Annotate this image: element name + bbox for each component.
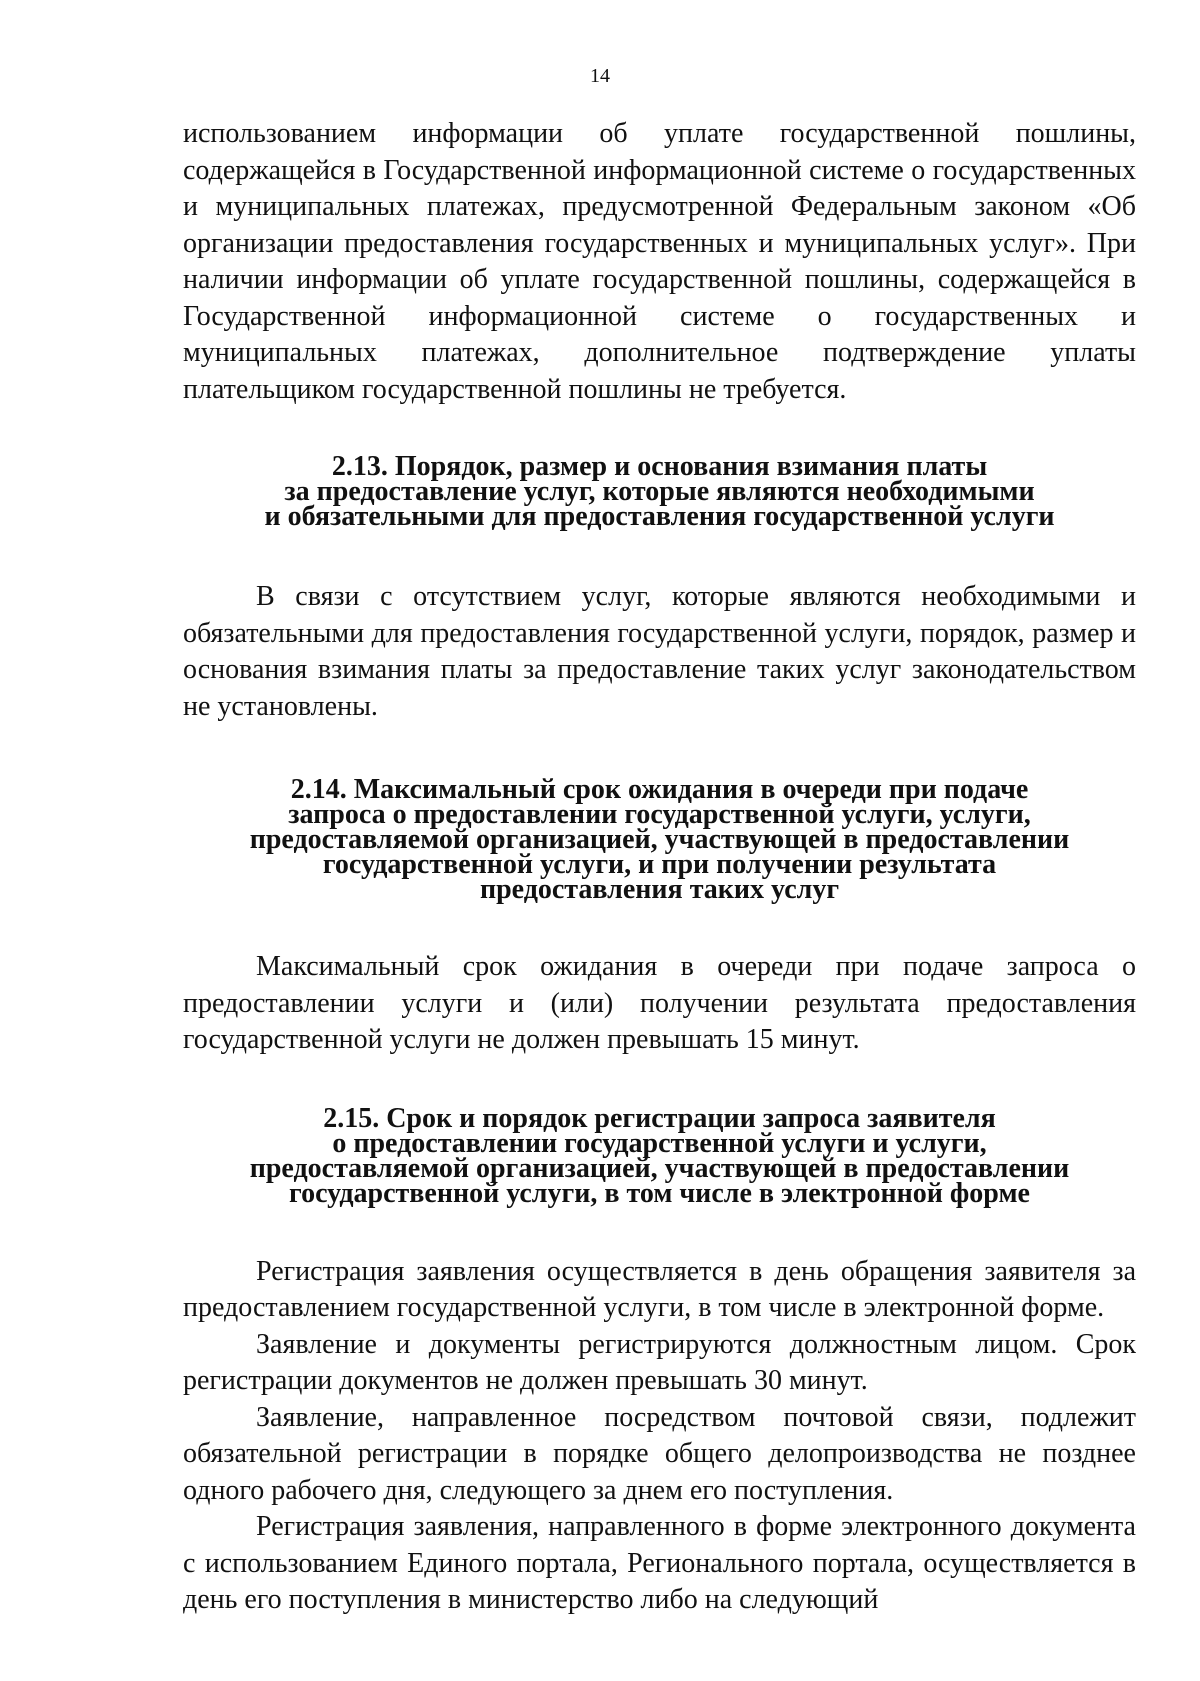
- paragraph-2-15-electronic-registration: Регистрация заявления, направленного в форме электронного документа с использованием Единого портала, Регионального портала, осуществляется в день его поступления в министерство либо на следующий: [183, 1511, 1136, 1615]
- heading-line: и обязательными для предоставления государственной услуги: [264, 501, 1055, 532]
- heading-line: о предоставлении государственной услуги и услуги,: [332, 1127, 987, 1159]
- paragraph-2-15-registration-time: Заявление и документы регистрируются должностным лицом. Срок регистрации документов не должен превышать 30 минут.: [183, 1328, 1136, 1396]
- heading-line: предоставления таких услуг: [479, 874, 840, 905]
- heading-2-15: [183, 1102, 1136, 1209]
- page-content: [183, 116, 1136, 1619]
- heading-line: предоставляемой организацией, участвующей в предоставлении: [249, 1152, 1070, 1184]
- paragraph-2-14-body: Максимальный срок ожидания в очереди при подаче запроса о предоставлении услуги и (или) получении результата предоставления государственной услуги не должен превышать 15 минут.: [183, 951, 1136, 1055]
- heading-line: государственной услуги, и при получении результата: [322, 849, 997, 880]
- heading-line: за предоставление услуг, которые являются необходимыми: [284, 476, 1035, 507]
- heading-line: предоставляемой организацией, участвующей в предоставлении: [249, 824, 1070, 855]
- heading-line: запроса о предоставлении государственной услуги, услуги,: [288, 799, 1031, 830]
- heading-line: 2.15. Срок и порядок регистрации запроса заявителя: [323, 1102, 996, 1134]
- paragraph-fee-payment-info: использованием информации об уплате государственной пошлины, содержащейся в Государственной информационной системе о государственных и муниципальных платежах, предусмотренной Федеральным законом «Об организации предоставления государственных и муниципальных услуг». При наличии информации об уплате государственной пошлины, содержащейся в Государственной информационной системе о государственных и муниципальных платежах, дополнительное подтверждение уплаты плательщиком государственной пошлины не требуется.: [183, 118, 1136, 405]
- heading-2-13: [183, 451, 1136, 532]
- paragraph-2-13-body: В связи с отсутствием услуг, которые являются необходимыми и обязательными для предоставления государственной услуги, порядок, размер и основания взимания платы за предоставление таких услуг законодательством не установлены.: [183, 581, 1136, 722]
- heading-line: 2.13. Порядок, размер и основания взимания платы: [331, 451, 988, 482]
- heading-line: 2.14. Максимальный срок ожидания в очереди при подаче: [290, 774, 1029, 805]
- page-number: 14: [590, 65, 610, 87]
- paragraph-2-15-postal-registration: Заявление, направленное посредством почтовой связи, подлежит обязательной регистрации в порядке общего делопроизводства не позднее одного рабочего дня, следующего за днем его поступления.: [183, 1401, 1136, 1506]
- paragraph-2-15-registration-day: Регистрация заявления осуществляется в день обращения заявителя за предоставлением государственной услуги, в том числе в электронной форме.: [183, 1255, 1136, 1323]
- heading-line: государственной услуги, в том числе в электронной форме: [289, 1177, 1030, 1209]
- heading-2-14: [183, 774, 1136, 905]
